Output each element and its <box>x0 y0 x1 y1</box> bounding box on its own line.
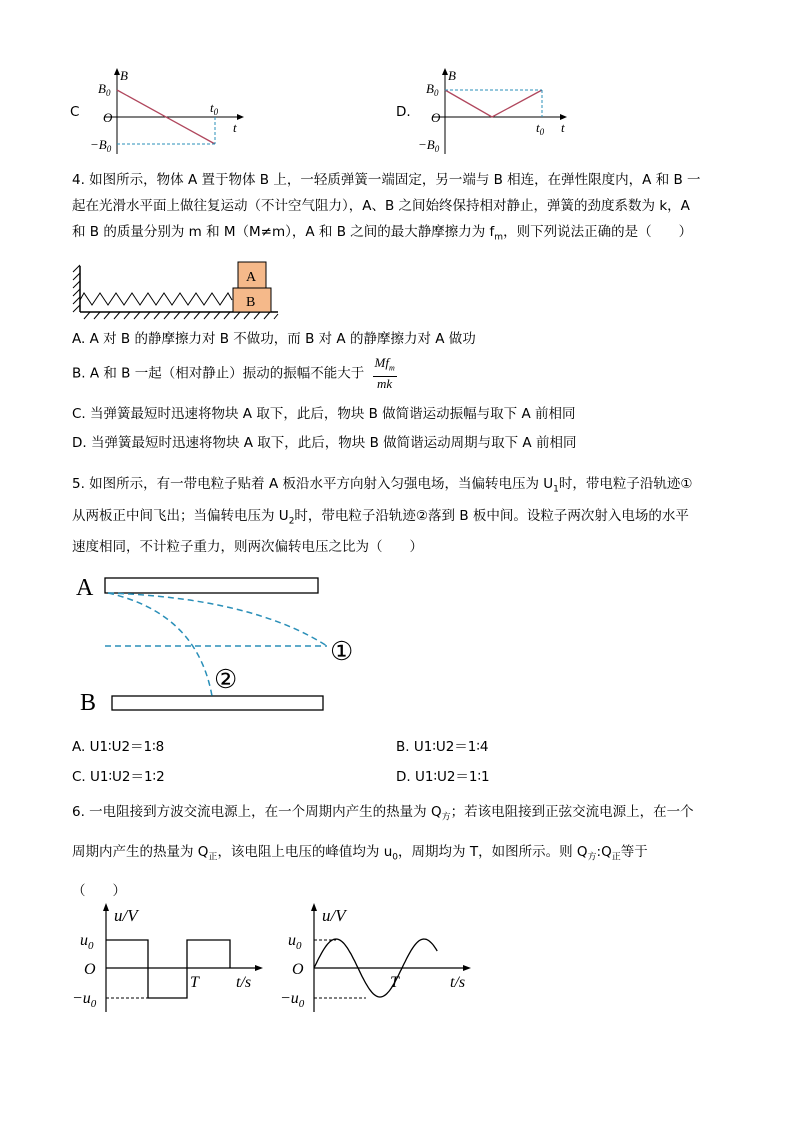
q5-option-b: B. U1∶U2＝1∶4 <box>396 739 489 755</box>
svg-text:−u0: $-u_0$ <box>280 990 305 1010</box>
c-axis-b: B <box>120 68 128 83</box>
svg-text:u/V: u/V <box>114 906 138 925</box>
deflection-plates-diagram <box>72 568 372 716</box>
svg-text:t/s: t/s <box>450 974 466 991</box>
svg-text:B0: $B_0$ <box>426 81 439 98</box>
svg-text:O: O <box>84 961 96 978</box>
sine-wave-graph <box>278 900 478 1015</box>
svg-text:−u0: $-u_0$ <box>72 990 97 1010</box>
path-1-label: ① <box>330 637 354 666</box>
q5-option-d: D. U1∶U2＝1∶1 <box>396 769 490 785</box>
svg-text:u0: $u_0$ <box>80 932 94 952</box>
svg-text:O: O <box>431 110 441 125</box>
q4-option-b: B. A 和 B 一起（相对静止）振动的振幅不能大于 $\frac{Mf_m}{mk}$ <box>72 355 395 391</box>
svg-text:t: t <box>233 120 237 135</box>
svg-text:u0: $u_0$ <box>288 932 302 952</box>
q4-option-a: A. A 对 B 的静摩擦力对 B 不做功，而 B 对 A 的静摩擦力对 A 做功 <box>72 331 476 347</box>
svg-text:t0: $t_0$ <box>210 100 219 117</box>
svg-text:−B0: $-B_0$ <box>418 137 440 154</box>
block-a-label: A <box>246 270 257 285</box>
svg-text:O: O <box>103 110 113 125</box>
svg-text:T: T <box>190 974 199 991</box>
spring-block-diagram <box>70 258 280 320</box>
question-4-stem: 4. 如图所示，物体 A 置于物体 B 上，一轻质弹簧一端固定，另一端与 B 相连，在弹性限度内，A 和 B 一 起在光滑水平面上做往复运动（不计空气阻力），A、B 之间始终保持相对静止，弹簧的劲度系数为 k，A 和 B 的质量分别为 m 和 M（M≠m），A 和 B 之间的最大静摩擦力为 $f_m$，则下列说法正确的是（ ） <box>72 172 701 243</box>
plate-a-label: A <box>76 575 94 601</box>
q5-option-c: C. U1∶U2＝1∶2 <box>72 769 165 785</box>
option-c-label: C <box>70 104 80 120</box>
q5-option-a: A. U1∶U2＝1∶8 <box>72 739 165 755</box>
svg-text:T: T <box>390 974 399 991</box>
question-6-stem: 6. 一电阻接到方波交流电源上，在一个周期内产生的热量为 $Q_方$；若该电阻接到正弦交流电源上，在一个 周期内产生的热量为 $Q_正$，该电阻上电压的峰值均为 $u_0$，周期均为 T，如图所示。则 $Q_方:Q_正$等于 （ ） <box>72 804 694 900</box>
svg-text:−B0: $-B_0$ <box>90 137 112 154</box>
q4-option-c: C. 当弹簧最短时迅速将物块 A 取下，此后，物块 B 做简谐运动振幅与取下 A 前相同 <box>72 406 576 422</box>
svg-text:t0: $t_0$ <box>536 120 545 137</box>
option-d-label: D. <box>396 104 411 120</box>
svg-text:u/V: u/V <box>322 906 346 925</box>
option-d-graph <box>418 66 578 156</box>
plate-b-label: B <box>80 690 97 716</box>
option-c-graph <box>90 66 250 156</box>
question-5-stem: 5. 如图所示，有一带电粒子贴着 A 板沿水平方向射入匀强电场，当偏转电压为 $U_1$时，带电粒子沿轨迹① 从两板正中间飞出；当偏转电压为 $U_2$时，带电粒子沿轨迹②落到 B 板中间。设粒子两次射入电场的水平 速度相同，不计粒子重力，则两次偏转电压之比为（ ） <box>72 476 693 556</box>
svg-text:O: O <box>292 961 304 978</box>
svg-text:t: t <box>561 120 565 135</box>
q4-option-d: D. 当弹簧最短时迅速将物块 A 取下，此后，物块 B 做简谐运动周期与取下 A 前相同 <box>72 435 577 451</box>
block-b-label: B <box>246 295 256 310</box>
svg-text:t/s: t/s <box>236 974 252 991</box>
svg-text:B0: $B_0$ <box>98 81 111 98</box>
svg-text:B: B <box>448 68 456 83</box>
square-wave-graph <box>68 900 268 1015</box>
path-2-label: ② <box>214 665 238 694</box>
